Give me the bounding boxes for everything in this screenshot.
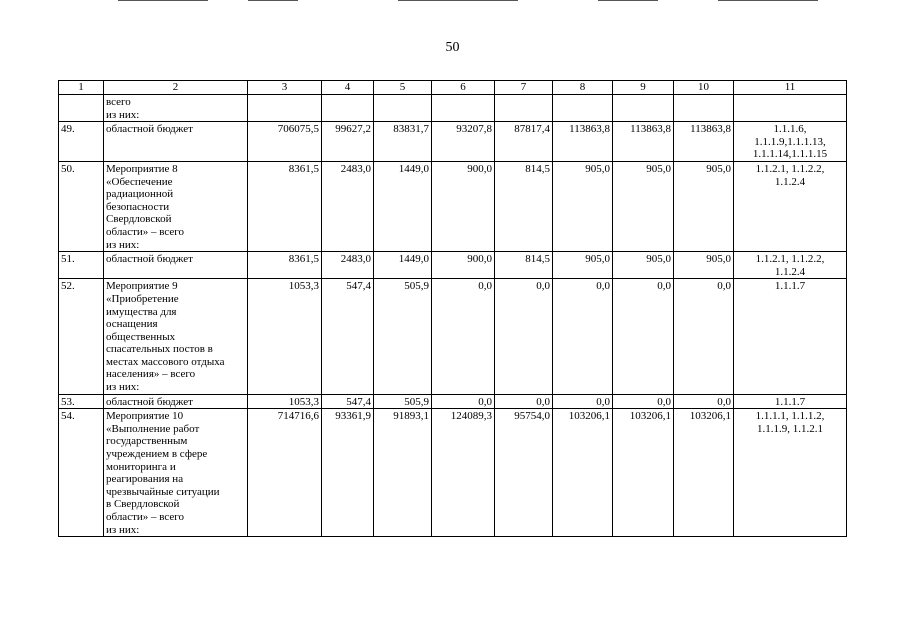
value-cell: 2483,0 [322, 252, 374, 279]
target-ref-cell: 1.1.2.1, 1.1.2.2, 1.1.2.4 [734, 252, 847, 279]
value-cell: 0,0 [613, 279, 674, 394]
scan-top-edge [0, 0, 905, 2]
value-cell: 547,4 [322, 279, 374, 394]
value-cell: 103206,1 [553, 409, 613, 537]
column-header: 2 [104, 81, 248, 95]
value-cell: 113863,8 [674, 122, 734, 162]
column-header: 7 [495, 81, 553, 95]
target-ref-cell: 1.1.1.6, 1.1.1.9,1.1.1.13, 1.1.1.14,1.1.1.15 [734, 122, 847, 162]
value-cell: 0,0 [553, 394, 613, 409]
value-cell: 0,0 [674, 394, 734, 409]
value-cell [322, 95, 374, 122]
value-cell: 0,0 [674, 279, 734, 394]
table-row [59, 95, 847, 122]
column-header: 8 [553, 81, 613, 95]
value-cell: 91893,1 [374, 409, 432, 537]
value-cell: 714716,6 [248, 409, 322, 537]
value-cell: 0,0 [495, 279, 553, 394]
value-cell: 93207,8 [432, 122, 495, 162]
row-number: 49. [59, 122, 104, 162]
value-cell [248, 95, 322, 122]
value-cell: 2483,0 [322, 161, 374, 251]
value-cell: 0,0 [495, 394, 553, 409]
value-cell: 0,0 [613, 394, 674, 409]
column-header: 1 [59, 81, 104, 95]
value-cell: 1053,3 [248, 394, 322, 409]
value-cell [374, 95, 432, 122]
table-row [59, 252, 847, 279]
value-cell: 124089,3 [432, 409, 495, 537]
value-cell [613, 95, 674, 122]
row-name: областной бюджет [104, 394, 248, 409]
column-header: 4 [322, 81, 374, 95]
target-ref-cell: 1.1.2.1, 1.1.2.2, 1.1.2.4 [734, 161, 847, 251]
row-number: 50. [59, 161, 104, 251]
value-cell: 103206,1 [674, 409, 734, 537]
value-cell [674, 95, 734, 122]
value-cell: 103206,1 [613, 409, 674, 537]
target-ref-cell: 1.1.1.1, 1.1.1.2, 1.1.1.9, 1.1.2.1 [734, 409, 847, 537]
page-number: 50 [445, 40, 460, 55]
table-row [59, 394, 847, 409]
value-cell: 900,0 [432, 252, 495, 279]
value-cell: 547,4 [322, 394, 374, 409]
value-cell: 113863,8 [553, 122, 613, 162]
row-name: Мероприятие 8 «Обеспечение радиационной безопасности Свердловской области» – всего из них: [104, 161, 248, 251]
column-header: 9 [613, 81, 674, 95]
target-ref-cell: 1.1.1.7 [734, 279, 847, 394]
value-cell: 814,5 [495, 161, 553, 251]
row-name: Мероприятие 9 «Приобретение имущества для оснащения общественных спасательных постов в местах массового отдыха населения» – всего из них: [104, 279, 248, 394]
value-cell: 505,9 [374, 279, 432, 394]
value-cell: 113863,8 [613, 122, 674, 162]
value-cell: 8361,5 [248, 161, 322, 251]
target-ref-cell: 1.1.1.7 [734, 394, 847, 409]
column-header: 11 [734, 81, 847, 95]
value-cell: 900,0 [432, 161, 495, 251]
column-header: 3 [248, 81, 322, 95]
row-number: 52. [59, 279, 104, 394]
column-header: 5 [374, 81, 432, 95]
value-cell: 93361,9 [322, 409, 374, 537]
value-cell: 95754,0 [495, 409, 553, 537]
row-name: областной бюджет [104, 122, 248, 162]
value-cell: 905,0 [674, 161, 734, 251]
row-name: областной бюджет [104, 252, 248, 279]
column-header: 6 [432, 81, 495, 95]
value-cell: 706075,5 [248, 122, 322, 162]
header-row [59, 81, 847, 95]
value-cell [432, 95, 495, 122]
value-cell: 814,5 [495, 252, 553, 279]
value-cell [553, 95, 613, 122]
budget-table [58, 80, 847, 537]
value-cell [495, 95, 553, 122]
row-number: 54. [59, 409, 104, 537]
value-cell: 905,0 [613, 252, 674, 279]
value-cell: 505,9 [374, 394, 432, 409]
table-row [59, 279, 847, 394]
value-cell: 0,0 [432, 394, 495, 409]
row-number: 51. [59, 252, 104, 279]
value-cell: 0,0 [553, 279, 613, 394]
row-number [59, 95, 104, 122]
value-cell: 8361,5 [248, 252, 322, 279]
value-cell: 1449,0 [374, 161, 432, 251]
value-cell: 99627,2 [322, 122, 374, 162]
value-cell: 1449,0 [374, 252, 432, 279]
row-number: 53. [59, 394, 104, 409]
value-cell: 905,0 [553, 252, 613, 279]
value-cell: 83831,7 [374, 122, 432, 162]
value-cell: 0,0 [432, 279, 495, 394]
value-cell: 905,0 [674, 252, 734, 279]
table-row [59, 122, 847, 162]
value-cell: 1053,3 [248, 279, 322, 394]
value-cell: 905,0 [553, 161, 613, 251]
target-ref-cell [734, 95, 847, 122]
table-row [59, 409, 847, 537]
row-name: всего из них: [104, 95, 248, 122]
column-header: 10 [674, 81, 734, 95]
value-cell: 87817,4 [495, 122, 553, 162]
table-row [59, 161, 847, 251]
row-name: Мероприятие 10 «Выполнение работ государственным учреждением в сфере мониторинга и реагирования на чрезвычайные ситуации в Свердловской области» – всего из них: [104, 409, 248, 537]
value-cell: 905,0 [613, 161, 674, 251]
